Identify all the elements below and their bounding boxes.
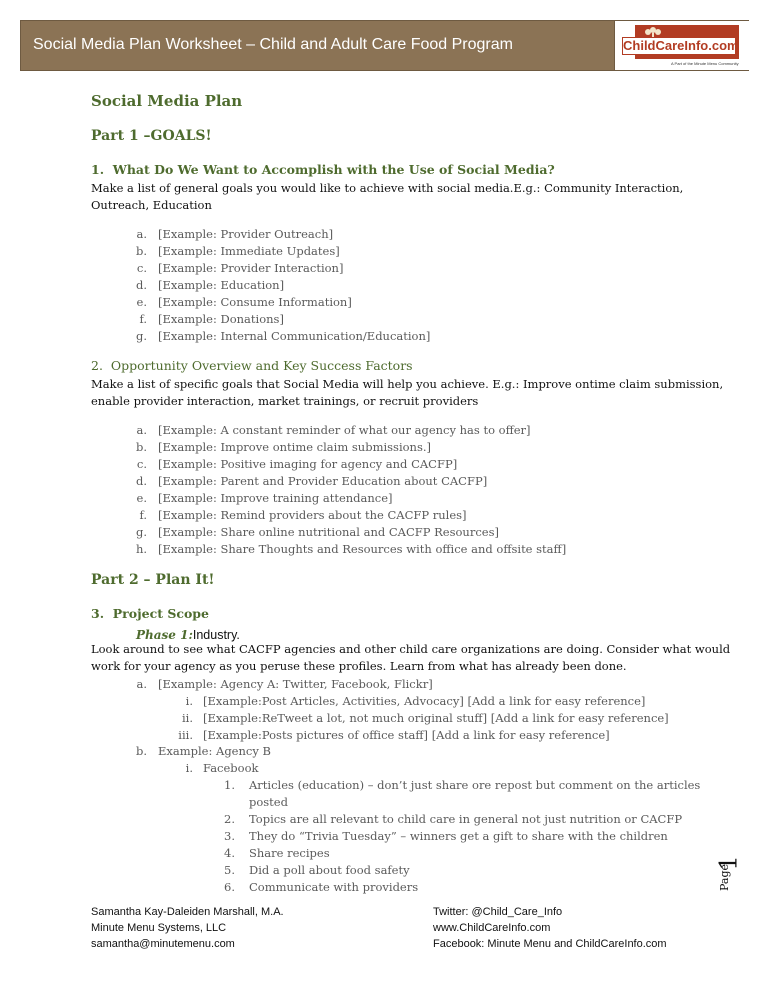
footer-email: samantha@minutemenu.com <box>91 938 235 950</box>
q3-b-item-4: 4. Share recipes <box>224 846 330 860</box>
q2-item-c: c. [Example: Positive imaging for agency and CACFP] <box>136 457 458 471</box>
q3-item-a: a. [Example: Agency A: Twitter, Facebook, Flickr] <box>136 677 433 691</box>
footer-company: Minute Menu Systems, LLC <box>91 922 227 934</box>
footer-right <box>433 904 667 952</box>
q2-item-d: d. [Example: Parent and Provider Education about CACFP] <box>135 474 488 488</box>
q1-item-a: a. [Example: Provider Outreach] <box>136 227 334 241</box>
q3-a-sub-ii: ii. [Example:ReTweet a lot, not much original stuff] [Add a link for easy reference] <box>181 711 669 725</box>
phase1-text: Industry. <box>192 628 240 642</box>
footer-facebook: Facebook: Minute Menu and ChildCareInfo.com <box>433 938 667 950</box>
q3-heading <box>91 606 209 621</box>
q1-item-e: e. [Example: Consume Information] <box>136 295 352 309</box>
q3-b-item-6: 6. Communicate with providers <box>224 880 419 894</box>
footer-author: Samantha Kay-Daleiden Marshall, M.A. <box>91 906 284 918</box>
logo-tagline: A Part of the Minute Menu Community <box>671 61 739 66</box>
q3-b-item-3: 3. They do “Trivia Tuesday” – winners get a gift to share with the children <box>224 829 668 843</box>
page-number: 1 <box>714 855 743 871</box>
footer-left <box>91 904 284 952</box>
page-word: Page <box>718 863 732 892</box>
phase1-label: Phase 1: <box>136 628 193 642</box>
q3-heading-text: Project Scope <box>112 606 209 621</box>
q3-b-item-2: 2. Topics are all relevant to child care in general not just nutrition or CACFP <box>224 812 683 826</box>
q2-heading-text: Opportunity Overview and Key Success Factors <box>110 358 413 373</box>
q3-b-item-1-cont: posted <box>249 795 288 809</box>
q3-b-item-5: 5. Did a poll about food safety <box>224 863 410 877</box>
logo-text: ChildCareInfo.com <box>623 38 739 53</box>
q3-a-sub-i: i. [Example:Post Articles, Activities, Advocacy] [Add a link for easy reference] <box>185 694 646 708</box>
q2-item-g: g. [Example: Share online nutritional and CACFP Resources] <box>135 525 499 539</box>
part2-heading: Part 2 – Plan It! <box>91 572 215 588</box>
q2-text-line1: Make a list of specific goals that Social Media will help you achieve. E.g.: Improve ontime claim submission, <box>91 377 724 391</box>
q2-text-line2: enable provider interaction, market trainings, or recruit providers <box>91 394 479 408</box>
q1-item-c: c. [Example: Provider Interaction] <box>136 261 344 275</box>
header-title: Social Media Plan Worksheet – Child and Adult Care Food Program <box>33 36 513 53</box>
q1-number: 1. <box>91 162 105 177</box>
q1-item-b: b. [Example: Immediate Updates] <box>135 244 340 258</box>
q2-item-a: a. [Example: A constant reminder of what our agency has to offer] <box>136 423 531 437</box>
q2-item-h: h. [Example: Share Thoughts and Resources with office and offsite staff] <box>135 542 567 556</box>
q1-text-line1: Make a list of general goals you would like to achieve with social media.E.g.: Community Interaction, <box>91 181 684 195</box>
q1-text-line2: Outreach, Education <box>91 198 212 212</box>
q3-number: 3. <box>91 606 105 621</box>
q2-item-b: b. [Example: Improve ontime claim submissions.] <box>135 440 432 454</box>
q1-heading-text: What Do We Want to Accomplish with the Use of Social Media? <box>112 162 555 177</box>
q2-item-f: f. [Example: Remind providers about the CACFP rules] <box>139 508 467 522</box>
q3-text-line1: Look around to see what CACFP agencies and other child care organizations are doing. Consider what would <box>91 642 731 656</box>
footer-website: www.ChildCareInfo.com <box>433 922 551 934</box>
phase1-line <box>136 624 240 643</box>
q1-item-g: g. [Example: Internal Communication/Education] <box>135 329 431 343</box>
q2-item-e: e. [Example: Improve training attendance] <box>136 491 393 505</box>
q1-item-f: f. [Example: Donations] <box>139 312 284 326</box>
header-banner <box>20 20 749 71</box>
page-number-label <box>714 853 743 899</box>
q3-b-item-1: 1. Articles (education) – don’t just share ore repost but comment on the articles <box>224 778 701 792</box>
q1-heading <box>91 162 555 177</box>
footer-twitter: Twitter: @Child_Care_Info <box>433 906 563 918</box>
part1-heading: Part 1 –GOALS! <box>91 128 212 144</box>
q3-b-sub-i: i. Facebook <box>185 761 259 775</box>
q2-heading <box>91 358 413 373</box>
q3-text-line2: work for your agency as you peruse these profiles. Learn from what has already been done. <box>91 659 627 673</box>
q1-item-d: d. [Example: Education] <box>135 278 285 292</box>
q3-item-b: b. Example: Agency B <box>135 744 271 758</box>
q2-number: 2. <box>91 358 103 373</box>
q3-a-sub-iii: iii. [Example:Posts pictures of office staff] [Add a link for easy reference] <box>178 728 610 742</box>
childcareinfo-logo <box>614 21 749 70</box>
doc-title: Social Media Plan <box>91 92 243 110</box>
